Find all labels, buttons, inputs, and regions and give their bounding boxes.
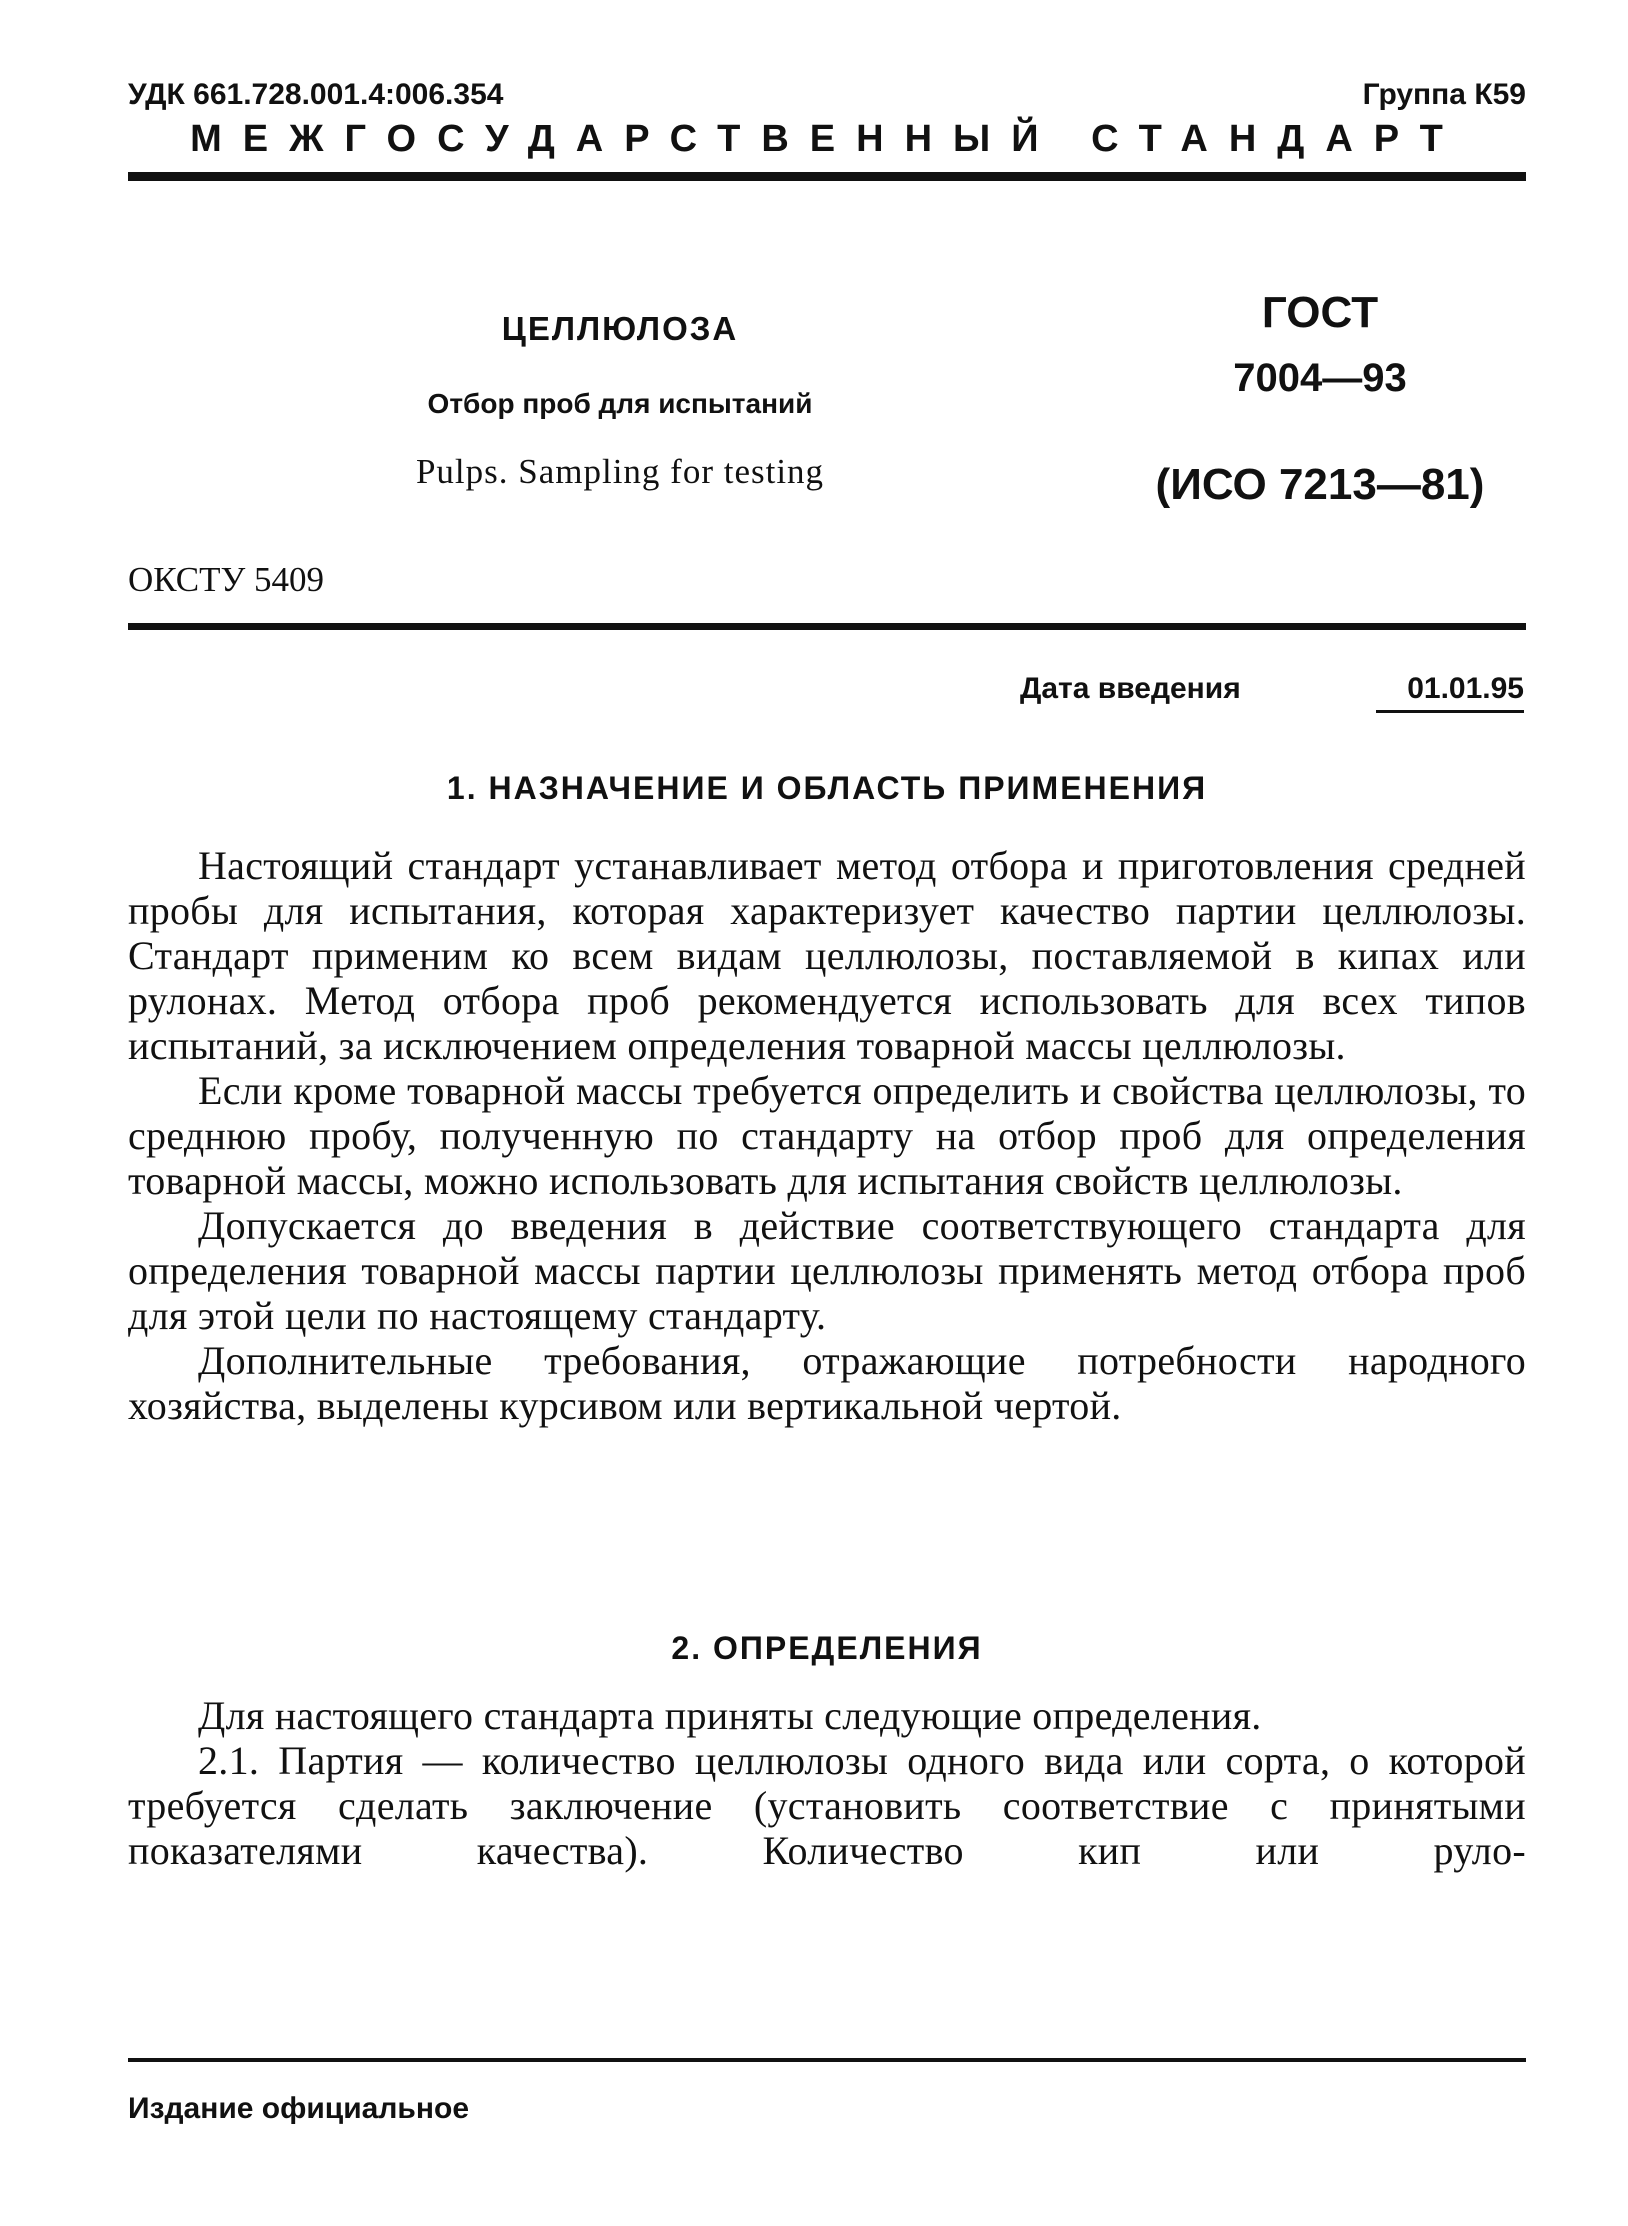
edition-note: Издание официальное — [128, 2092, 470, 2125]
introduction-label: Дата введения — [1020, 672, 1241, 705]
section-2-paragraph: Для настоящего стандарта приняты следующие определения. — [198, 1693, 1262, 1738]
section-2-body — [128, 1693, 1526, 1873]
section-1-paragraph: Допускается до введения в действие соответствующего стандарта для определения товарной массы партии целлюлозы применять метод отбора проб для этой цели по настоящему стандарту. — [128, 1203, 1526, 1338]
section-1-paragraph: Дополнительные требования, отражающие потребности народного хозяйства, выделены курсивом или вертикальной чертой. — [128, 1338, 1526, 1428]
header-rule — [128, 172, 1526, 181]
introduction-date: 01.01.95 — [1376, 672, 1524, 713]
section-2-title: 2. ОПРЕДЕЛЕНИЯ — [671, 1630, 983, 1666]
section-2-paragraph: 2.1. Партия — количество целлюлозы одного вида или сорта, о которой требуется сделать заключение (установить соответствие с принятыми показателями качества). Количество кип или руло- — [128, 1738, 1526, 1873]
udk-code: УДК 661.728.001.4:006.354 — [128, 78, 504, 111]
document-subtitle: Отбор проб для испытаний — [427, 388, 813, 419]
okstu-code: ОКСТУ 5409 — [128, 560, 325, 599]
english-title: Pulps. Sampling for testing — [415, 452, 825, 491]
section-1-paragraph: Если кроме товарной массы требуется определить и свойства целлюлозы, то среднюю пробу, полученную по стандарту на отбор проб для определения товарной массы, можно использовать для испытания свойств целлюлозы. — [128, 1068, 1526, 1203]
section-1-paragraph: Настоящий стандарт устанавливает метод отбора и приготовления средней пробы для испытания, которая характеризует качество партии целлюлозы. Стандарт применим ко всем видам целлюлозы, поставляемой в кипах или рулонах. Метод отбора проб рекомендуется использовать для всех типов испытаний, за исключением определения товарной массы целлюлозы. — [128, 843, 1526, 1068]
gost-number: 7004—93 — [1233, 356, 1407, 400]
group-code: Группа К59 — [1362, 78, 1526, 111]
section-1-body — [128, 843, 1526, 1428]
document-title: ЦЕЛЛЮЛОЗА — [501, 310, 739, 347]
gost-label: ГОСТ — [1261, 288, 1379, 337]
section-1-title: 1. НАЗНАЧЕНИЕ И ОБЛАСТЬ ПРИМЕНЕНИЯ — [446, 770, 1208, 806]
title-block-rule — [128, 623, 1526, 630]
footer-rule — [128, 2058, 1526, 2062]
iso-reference: (ИСО 7213—81) — [1155, 460, 1485, 509]
standard-type-banner: МЕЖГОСУДАРСТВЕННЫЙ СТАНДАРТ — [190, 118, 1464, 160]
